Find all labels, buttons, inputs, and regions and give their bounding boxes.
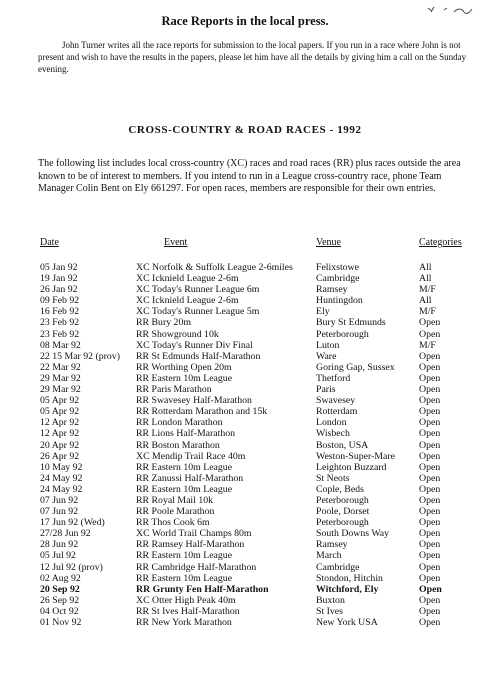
table-row	[0, 340, 490, 351]
race-venue: Felixstowe	[316, 262, 359, 273]
race-event: RR St Ives Half-Marathon	[136, 605, 240, 617]
race-category: All	[419, 295, 432, 307]
race-category: Open	[419, 450, 441, 462]
race-event: RR Eastern 10m League	[136, 572, 233, 584]
race-date: 22 15 Mar 92 (prov)	[40, 350, 120, 362]
race-event: XC Today's Runner League 6m	[136, 284, 260, 296]
table-row	[0, 617, 490, 628]
race-category: Open	[419, 494, 441, 506]
race-event: RR New York Marathon	[136, 617, 232, 628]
race-date: 12 Apr 92	[40, 417, 80, 429]
race-date: 10 May 92	[40, 461, 83, 473]
table-row	[0, 506, 490, 517]
table-row	[0, 495, 490, 506]
table-row	[0, 406, 490, 417]
race-category: Open	[419, 483, 441, 495]
race-category: Open	[419, 528, 441, 540]
section-intro-text: The following list includes local cross-country (XC) races and road races (RR) plus races outside the area known to be of interest to members. If you intend to run in a League cross-country race, phone Team Manager Colin Bent on Ely 661297. For open races, members are responsible for their own entries.	[38, 158, 461, 194]
race-date: 08 Mar 92	[40, 339, 81, 351]
race-category: Open	[419, 328, 441, 340]
race-category: Open	[419, 517, 441, 529]
race-venue: Witchford, Ely	[316, 583, 379, 595]
race-event: RR Lions Half-Marathon	[136, 428, 236, 440]
race-venue: Ware	[316, 350, 337, 362]
race-venue: Leighton Buzzard	[316, 461, 387, 473]
race-venue: Huntingdon	[316, 295, 363, 307]
table-row	[0, 562, 490, 573]
section-intro	[38, 158, 478, 196]
race-category: All	[419, 262, 432, 273]
race-date: 24 May 92	[40, 472, 83, 484]
table-row	[0, 573, 490, 584]
race-venue: Cambridge	[316, 561, 360, 573]
race-venue: Swavesey	[316, 395, 356, 407]
table-row	[0, 462, 490, 473]
race-date: 05 Apr 92	[40, 395, 80, 407]
race-venue: Cople, Beds	[316, 483, 364, 495]
race-venue: Buxton	[316, 594, 345, 606]
table-row	[0, 262, 490, 273]
race-event: RR Thos Cook 6m	[136, 517, 210, 529]
race-event: RR St Edmunds Half-Marathon	[136, 350, 261, 362]
race-category: All	[419, 273, 432, 285]
race-venue: Peterborough	[316, 494, 369, 506]
race-category: Open	[419, 617, 441, 628]
race-venue: Wisbech	[316, 428, 350, 440]
race-category: Open	[419, 428, 441, 440]
table-row	[0, 373, 490, 384]
column-header-date: Date	[40, 237, 59, 248]
race-category: M/F	[419, 339, 436, 351]
table-row	[0, 329, 490, 340]
race-venue: South Downs Way	[316, 528, 390, 540]
race-date: 05 Jan 92	[40, 262, 78, 273]
race-venue: New York USA	[316, 617, 378, 628]
page-title: Race Reports in the local press.	[161, 14, 329, 28]
race-event: RR Royal Mail 10k	[136, 494, 214, 506]
race-date: 16 Feb 92	[40, 306, 80, 318]
race-date: 22 Mar 92	[40, 361, 81, 373]
race-event: RR Bury 20m	[136, 317, 191, 329]
race-date: 29 Mar 92	[40, 372, 81, 384]
race-category: Open	[419, 361, 441, 373]
table-row	[0, 595, 490, 606]
table-row	[0, 484, 490, 495]
table-row	[0, 517, 490, 528]
race-venue: Weston-Super-Mare	[316, 450, 395, 462]
column-header-event: Event	[164, 237, 188, 248]
race-date: 23 Feb 92	[40, 317, 80, 329]
race-venue: Paris	[316, 384, 336, 396]
race-date: 26 Jan 92	[40, 284, 78, 296]
table-row	[0, 440, 490, 451]
race-venue: March	[316, 550, 342, 562]
table-row	[0, 528, 490, 539]
race-date: 19 Jan 92	[40, 273, 78, 285]
race-venue: Peterborough	[316, 517, 369, 529]
table-row	[0, 606, 490, 617]
race-event: RR Swavesey Half-Marathon	[136, 395, 252, 407]
race-event: RR Ramsey Half-Marathon	[136, 539, 245, 551]
column-header-venue: Venue	[316, 237, 341, 248]
table-row	[0, 384, 490, 395]
race-date: 12 Jul 92 (prov)	[40, 561, 103, 573]
race-venue: Poole, Dorset	[316, 506, 370, 518]
race-event: XC Icknield League 2-6m	[136, 295, 239, 307]
race-event: RR London Marathon	[136, 417, 223, 429]
race-event: RR Worthing Open 20m	[136, 361, 232, 373]
table-row	[0, 539, 490, 550]
race-venue: Ramsey	[316, 539, 348, 551]
race-event: RR Showground 10k	[136, 328, 219, 340]
race-venue: London	[316, 417, 347, 429]
race-venue: Bury St Edmunds	[316, 317, 386, 329]
race-date: 04 Oct 92	[40, 605, 79, 617]
race-category: Open	[419, 384, 441, 396]
race-venue: Peterborough	[316, 328, 369, 340]
race-category: Open	[419, 572, 441, 584]
table-row	[0, 273, 490, 284]
race-date: 01 Nov 92	[40, 617, 82, 628]
race-venue: Ely	[316, 306, 330, 318]
table-row	[0, 306, 490, 317]
race-event: RR Rotterdam Marathon and 15k	[136, 406, 268, 418]
race-venue: Luton	[316, 339, 340, 351]
race-date: 23 Feb 92	[40, 328, 80, 340]
column-header-categories: Categories	[419, 237, 462, 248]
race-category: Open	[419, 406, 441, 418]
table-row	[0, 284, 490, 295]
race-venue: Thetford	[316, 372, 351, 384]
race-event: XC Norfolk & Suffolk League 2-6miles	[136, 262, 293, 273]
race-event: XC Today's Runner League 5m	[136, 306, 260, 318]
race-date: 20 Apr 92	[40, 439, 80, 451]
table-row	[0, 428, 490, 439]
race-event: XC Otter High Peak 40m	[136, 594, 236, 606]
race-category: Open	[419, 472, 441, 484]
table-row	[0, 451, 490, 462]
race-date: 07 Jun 92	[40, 494, 79, 506]
race-event: XC Mendip Trail Race 40m	[136, 450, 246, 462]
table-row	[0, 550, 490, 561]
race-category: Open	[419, 561, 441, 573]
race-event: RR Eastern 10m League	[136, 483, 233, 495]
race-venue: St Neots	[316, 472, 350, 484]
race-date: 24 May 92	[40, 483, 83, 495]
race-date: 17 Jun 92 (Wed)	[40, 517, 105, 529]
race-event: RR Paris Marathon	[136, 384, 212, 396]
race-category: Open	[419, 350, 441, 362]
race-venue: Rotterdam	[316, 406, 358, 418]
race-event: RR Zanussi Half-Marathon	[136, 472, 244, 484]
table-row	[0, 317, 490, 328]
race-date: 20 Sep 92	[40, 583, 80, 595]
race-date: 07 Jun 92	[40, 506, 79, 518]
race-category: Open	[419, 417, 441, 429]
race-event: RR Eastern 10m League	[136, 550, 233, 562]
race-venue: St Ives	[316, 605, 343, 617]
race-venue: Stondon, Hitchin	[316, 572, 383, 584]
table-row	[0, 417, 490, 428]
race-date: 09 Feb 92	[40, 295, 80, 307]
race-event: XC Icknield League 2-6m	[136, 273, 239, 285]
table-row	[0, 351, 490, 362]
race-venue: Cambridge	[316, 273, 360, 285]
race-date: 02 Aug 92	[40, 572, 81, 584]
race-event: RR Cambridge Half-Marathon	[136, 561, 257, 573]
race-date: 28 Jun 92	[40, 539, 79, 551]
race-event: RR Poole Marathon	[136, 506, 215, 518]
race-date: 26 Apr 92	[40, 450, 80, 462]
table-row	[0, 395, 490, 406]
race-venue: Goring Gap, Sussex	[316, 361, 395, 373]
race-date: 05 Apr 92	[40, 406, 80, 418]
intro-text: John Turner writes all the race reports for submission to the local papers. If you run in a race where John is not present and wish to have the results in the papers, please let him have all the details by giving him a call on the Sunday evening.	[38, 40, 467, 74]
race-event: RR Boston Marathon	[136, 439, 220, 451]
race-event: RR Grunty Fen Half-Marathon	[136, 583, 269, 595]
race-date: 26 Sep 92	[40, 594, 80, 606]
race-event: RR Eastern 10m League	[136, 372, 233, 384]
race-category: Open	[419, 506, 441, 518]
race-category: Open	[419, 439, 441, 451]
race-category: Open	[419, 550, 441, 562]
race-venue: Boston, USA	[316, 439, 369, 451]
table-row	[0, 295, 490, 306]
race-category: Open	[419, 583, 442, 595]
race-category: M/F	[419, 306, 436, 318]
race-category: Open	[419, 594, 441, 606]
race-category: Open	[419, 317, 441, 329]
table-row	[0, 584, 490, 595]
race-date: 12 Apr 92	[40, 428, 80, 440]
race-list	[0, 262, 490, 628]
race-category: M/F	[419, 284, 436, 296]
section-title: CROSS-COUNTRY & ROAD RACES - 1992	[128, 124, 362, 136]
race-date: 29 Mar 92	[40, 384, 81, 396]
race-category: Open	[419, 461, 441, 473]
race-category: Open	[419, 539, 441, 551]
race-venue: Ramsey	[316, 284, 348, 296]
race-category: Open	[419, 395, 441, 407]
table-row	[0, 473, 490, 484]
race-date: 27/28 Jun 92	[40, 528, 91, 540]
table-row	[0, 362, 490, 373]
race-event: XC Today's Runner Div Final	[136, 339, 253, 351]
race-date: 05 Jul 92	[40, 550, 76, 562]
race-event: RR Eastern 10m League	[136, 461, 233, 473]
race-category: Open	[419, 372, 441, 384]
intro-paragraph	[38, 39, 478, 75]
race-category: Open	[419, 605, 441, 617]
race-event: XC World Trail Champs 80m	[136, 528, 252, 540]
